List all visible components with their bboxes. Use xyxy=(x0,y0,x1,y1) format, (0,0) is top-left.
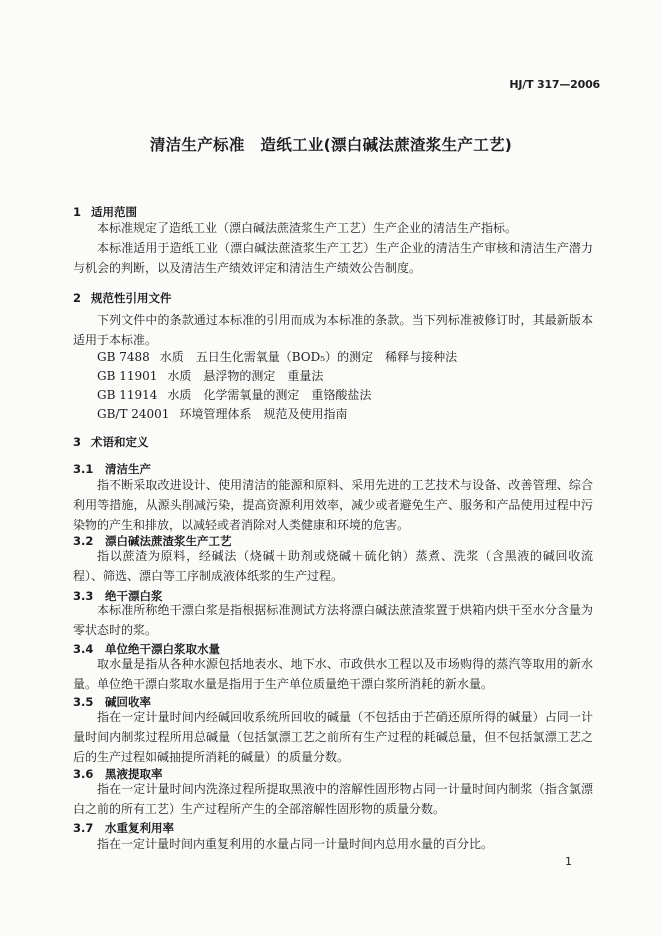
reference-code: GB 7488 xyxy=(97,350,150,364)
term-3-1-definition: 指不断采取改进设计、使用清洁的能源和原料、采用先进的工艺技术与设备、改善管理、综合利用等措施，从源头削减污染，提高资源利用效率，减少或者避免生产、服务和产品使用过程中污染物的产生和排放，以减轻或者消除对人类健康和环境的危害。 xyxy=(73,478,593,532)
term-number: 3.2 xyxy=(73,534,94,548)
section-1-para-2: 本标准适用于造纸工业（漂白碱法蔗渣浆生产工艺）生产企业的清洁生产审核和清洁生产潜力与机会的判断，以及清洁生产绩效评定和清洁生产绩效公告制度。 xyxy=(73,241,593,275)
reference-item xyxy=(97,366,333,386)
section-1-para-1: 本标准规定了造纸工业（漂白碱法蔗渣浆生产工艺）生产企业的清洁生产指标。 xyxy=(97,221,518,235)
reference-code: GB/T 24001 xyxy=(97,407,170,421)
term-3-5-definition: 指在一定计量时间内经碱回收系统所回收的碱量（不包括由于芒硝还原所得的碱量）占同一计量时间内制浆过程所用总碱量（包括氯漂工艺之前所有生产过程的耗碱总量，但不包括氯漂工艺之后的生产过程如碱抽提所消耗的碱量）的质量分数。 xyxy=(73,710,593,764)
section-number: 2 xyxy=(73,291,82,305)
section-2-para-1: 下列文件中的条款通过本标准的引用而成为本标准的条款。当下列标准被修订时，其最新版本适用于本标准。 xyxy=(73,313,593,347)
term-title: 碱回收率 xyxy=(105,695,151,709)
reference-item xyxy=(97,404,357,424)
page-number: 1 xyxy=(565,855,572,868)
section-2-heading xyxy=(73,290,172,306)
section-title: 规范性引用文件 xyxy=(91,291,172,305)
term-3-4-definition: 取水量是指从各种水源包括地表水、地下水、市政供水工程以及市场购得的蒸汽等取用的新水量。单位绝干漂白浆取水量是指用于生产单位质量绝干漂白浆所消耗的新水量。 xyxy=(73,657,593,691)
term-title: 水重复利用率 xyxy=(105,821,174,835)
term-title: 漂白碱法蔗渣浆生产工艺 xyxy=(105,534,232,548)
term-3-3-definition: 本标准所称绝干漂白浆是指根据标准测试方法将漂白碱法蔗渣浆置于烘箱内烘干至水分含量为零状态时的浆。 xyxy=(73,603,593,637)
term-title: 绝干漂白浆 xyxy=(105,589,163,603)
term-number: 3.6 xyxy=(73,767,94,781)
section-title: 适用范围 xyxy=(91,205,137,219)
reference-code: GB 11914 xyxy=(97,388,158,402)
reference-item xyxy=(97,347,467,367)
term-3-7-definition: 指在一定计量时间内重复利用的水量占同一计量时间内总用水量的百分比。 xyxy=(97,837,494,851)
term-title: 清洁生产 xyxy=(105,462,151,476)
term-number: 3.7 xyxy=(73,821,94,835)
reference-item xyxy=(97,385,381,405)
standard-number: HJ/T 317—2006 xyxy=(509,78,600,91)
section-number: 3 xyxy=(73,435,82,449)
section-3-heading xyxy=(73,434,149,450)
term-title: 黑液提取率 xyxy=(105,767,163,781)
term-number: 3.3 xyxy=(73,589,94,603)
term-number: 3.1 xyxy=(73,462,94,476)
reference-title: 水质 悬浮物的测定 重量法 xyxy=(167,369,324,383)
reference-title: 环境管理体系 规范及使用指南 xyxy=(179,407,348,421)
section-title: 术语和定义 xyxy=(91,435,149,449)
term-number: 3.5 xyxy=(73,695,94,709)
document-title: 清洁生产标准 造纸工业(漂白碱法蔗渣浆生产工艺) xyxy=(149,136,513,154)
term-3-2-definition: 指以蔗渣为原料，经碱法（烧碱＋助剂或烧碱＋硫化钠）蒸煮、洗浆（含黑液的碱回收流程）、筛选、漂白等工序制成液体纸浆的生产过程。 xyxy=(73,549,593,583)
term-title: 单位绝干漂白浆取水量 xyxy=(105,642,220,656)
reference-title: 水质 五日生化需氧量（BOD₅）的测定 稀释与接种法 xyxy=(159,350,458,364)
reference-title: 水质 化学需氧量的测定 重铬酸盐法 xyxy=(167,388,372,402)
term-3-6-definition: 指在一定计量时间内洗涤过程所提取黑液中的溶解性固形物占同一计量时间内制浆（指含氯漂白之前的所有工艺）生产过程所产生的全部溶解性固形物的质量分数。 xyxy=(73,782,593,816)
section-number: 1 xyxy=(73,205,82,219)
reference-code: GB 11901 xyxy=(97,369,158,383)
term-number: 3.4 xyxy=(73,642,94,656)
